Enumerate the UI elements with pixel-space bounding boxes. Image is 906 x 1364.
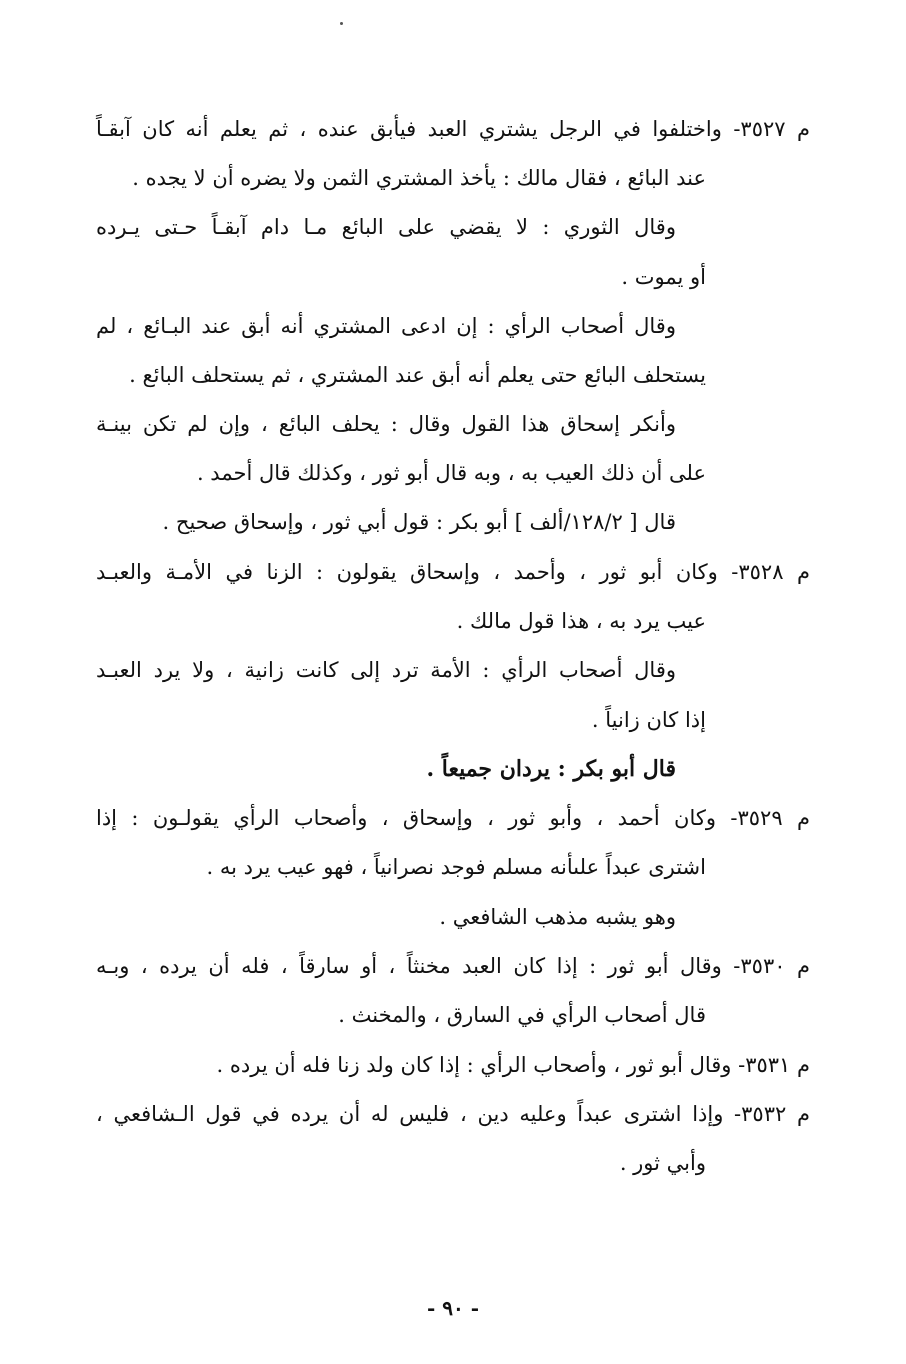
text-line: على أن ذلك العيب به ، وبه قال أبو ثور ، وكذلك قال أحمد .	[196, 461, 706, 485]
text-line: م ٣٥٢٨- وكان أبو ثور ، وأحمد ، وإسحاق يقولون : الزنا في الأمـة والعبـد	[96, 560, 810, 584]
text-line: أو يموت .	[621, 265, 706, 289]
text-line: وأنكر إسحاق هذا القول وقال : يحلف البائع ، وإن لم تكن بينـة	[96, 412, 676, 436]
text-line: م ٣٥٣١- وقال أبو ثور ، وأصحاب الرأي : إذا كان ولد زنا فله أن يرده .	[216, 1053, 810, 1077]
text-line: اشترى عبداً علىأنه مسلم فوجد نصرانياً ، فهو عيب يرد به .	[206, 855, 706, 879]
scan-dot	[340, 22, 343, 25]
text-line: عند البائع ، فقال مالك : يأخذ المشتري الثمن ولا يضره أن لا يجده .	[132, 166, 706, 190]
text-line: وهو يشبه مذهب الشافعي .	[439, 905, 676, 929]
text-line: وقال الثوري : لا يقضي على البائع مـا دام آبقـاً حـتى يـرده	[96, 215, 676, 239]
text-line: عيب يرد به ، هذا قول مالك .	[456, 609, 706, 633]
section-heading: قال أبو بكر : يردان جميعاً .	[426, 756, 676, 782]
text-line: إذا كان زانياً .	[591, 708, 706, 732]
page-number: - ٩٠ -	[426, 1296, 479, 1320]
text-line: م ٣٥٣٢- وإذا اشترى عبداً وعليه دين ، فليس له أن يرده في قول الـشافعي ،	[96, 1102, 810, 1126]
text-line: قال أصحاب الرأي في السارق ، والمخنث .	[338, 1003, 706, 1027]
text-line: م ٣٥٣٠- وقال أبو ثور : إذا كان العبد مخنثاً ، أو سارقاً ، فله أن يرده ، وبـه	[96, 954, 810, 978]
text-line: وقال أصحاب الرأي : الأمة ترد إلى كانت زانية ، ولا يرد العبـد	[96, 658, 676, 682]
text-line: وقال أصحاب الرأي : إن ادعى المشتري أنه أبق عند البـائع ، لم	[96, 314, 676, 338]
text-line: وأبي ثور .	[619, 1151, 706, 1175]
text-line: يستحلف البائع حتى يعلم أنه أبق عند المشتري ، ثم يستحلف البائع .	[129, 363, 706, 387]
text-line: م ٣٥٢٧- واختلفوا في الرجل يشتري العبد فيأبق عنده ، ثم يعلم أنه كان آبقـاً	[96, 117, 810, 141]
text-line: م ٣٥٢٩- وكان أحمد ، وأبو ثور ، وإسحاق ، وأصحاب الرأي يقولـون : إذا	[96, 806, 810, 830]
text-line: قال [ ١٢٨/٢/ألف ] أبو بكر : قول أبي ثور ، وإسحاق صحيح .	[162, 510, 676, 534]
